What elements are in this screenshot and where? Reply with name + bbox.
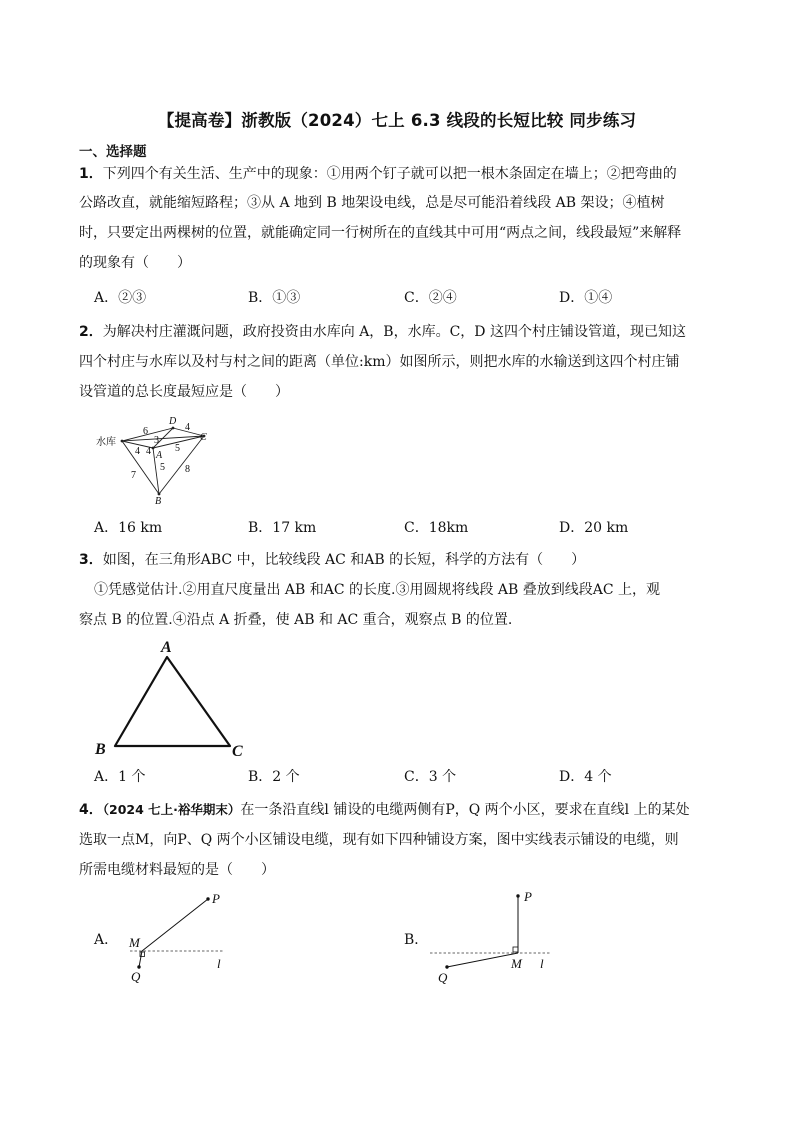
fig2-label-a: A (156, 450, 163, 461)
q3-triangle-figure (90, 636, 250, 762)
q2-line-2: 四个村庄与水库以及村与村之间的距离（单位:km）如图所示，则把水库的水输送到这四个村庄铺 (79, 354, 680, 370)
q2-line-3: 设管道的总长度最短应是（ ） (79, 384, 289, 400)
section-heading: 一、选择题 (79, 144, 147, 160)
q4-number: 4． (79, 802, 103, 818)
q4a-label-p: P (212, 891, 220, 906)
q4-source: （2024 七上·裕华期末） (102, 802, 241, 817)
fig2-edge-label: 6 (143, 426, 148, 437)
q1-line-2: 公路改直，就能缩短路程；③从 A 地到 B 地架设电线，总是尽可能沿着线段 AB 架设；④植树 (79, 195, 665, 211)
fig2-reservoir-label: 水库 (96, 437, 116, 448)
q4a-label-m: M (129, 935, 140, 950)
q1-option-a[interactable]: A．②③ (94, 290, 147, 306)
q1-line-3: 时，只要定出两棵树的位置，就能确定同一行树所在的直线其中可用“两点之间，线段最短”来解释 (79, 225, 682, 241)
q1-line-4: 的现象有（ ） (79, 255, 191, 271)
q4-line-1: 4．（2024 七上·裕华期末）在一条沿直线l 铺设的电缆两侧有P，Q 两个小区，要求在直线l 上的某处 (79, 802, 690, 818)
q1-option-d[interactable]: D．①④ (559, 290, 613, 306)
fig2-label-c: C (200, 432, 207, 443)
fig2-label-b: B (155, 496, 162, 506)
q3-option-a[interactable]: A．1 个 (94, 769, 146, 785)
q4b-label-q: Q (438, 970, 448, 985)
q1-option-b[interactable]: B．①③ (248, 290, 301, 306)
q3-option-c[interactable]: C．3 个 (404, 769, 457, 785)
q2-option-b[interactable]: B．17 km (248, 520, 317, 536)
q3-option-b[interactable]: B．2 个 (248, 769, 300, 785)
q2-option-d[interactable]: D．20 km (559, 520, 629, 536)
q4-option-a-label[interactable]: A． (94, 932, 119, 948)
fig2-edge-label: 8 (185, 464, 190, 475)
q1-line-1: 1．下列四个有关生活、生产中的现象：①用两个钉子就可以把一根木条固定在墙上；②把弯曲的 (79, 166, 677, 182)
q2-line-1: 2．为解决村庄灌溉问题，政府投资由水库向 A，B，水库。C，D 这四个村庄铺设管道，现已知这 (79, 324, 686, 340)
q4a-label-q: Q (131, 969, 141, 984)
q4-line-3: 所需电缆材料最短的是（ ） (79, 862, 275, 878)
q4-option-a-figure[interactable] (112, 888, 242, 984)
fig3-label-c: C (232, 743, 243, 760)
q4b-label-p: P (524, 889, 532, 904)
q3-number: 3． (79, 552, 103, 568)
q1-number: 1． (79, 166, 103, 182)
fig2-edge-label: 5 (160, 462, 165, 473)
fig3-label-b: B (95, 741, 106, 758)
fig2-edge-label: 4 (146, 446, 151, 457)
fig2-edge-label: 7 (131, 470, 136, 481)
q3-line-1: 3．如图，在三角形ABC 中，比较线段 AC 和AB 的长短，科学的方法有（ ） (79, 552, 586, 568)
fig2-edge-label: 4 (185, 422, 190, 433)
q3-line-2: ①凭感觉估计.②用直尺度量出 AB 和AC 的长度.③用圆规将线段 AB 叠放到线段AC 上，观 (94, 582, 661, 598)
q4-option-b-figure[interactable] (424, 886, 564, 986)
q1-option-c[interactable]: C．②④ (404, 290, 457, 306)
q2-number: 2． (79, 324, 103, 340)
fig2-edge-label: 5 (175, 443, 180, 454)
fig2-edge-label: 3 (154, 435, 159, 446)
fig2-label-d: D (169, 416, 177, 427)
q2-option-c[interactable]: C．18km (404, 520, 469, 536)
q2-network-figure (92, 414, 232, 506)
q4b-label-m: M (511, 956, 522, 971)
q4-option-b-label[interactable]: B． (404, 932, 429, 948)
page-title: 【提高卷】浙教版（2024）七上 6.3 线段的长短比较 同步练习 (157, 111, 637, 130)
q3-line-3: 察点 B 的位置.④沿点 A 折叠，使 AB 和 AC 重合，观察点 B 的位置. (79, 612, 513, 628)
fig3-label-a: A (161, 639, 172, 656)
q2-option-a[interactable]: A．16 km (94, 520, 163, 536)
q4a-label-l: l (217, 956, 221, 971)
q4b-label-l: l (540, 956, 544, 971)
fig2-edge-label: 4 (135, 446, 140, 457)
q3-option-d[interactable]: D．4 个 (559, 769, 612, 785)
q4-line-2: 选取一点M，向P、Q 两个小区铺设电缆，现有如下四种铺设方案，图中实线表示铺设的电缆，则 (79, 832, 679, 848)
